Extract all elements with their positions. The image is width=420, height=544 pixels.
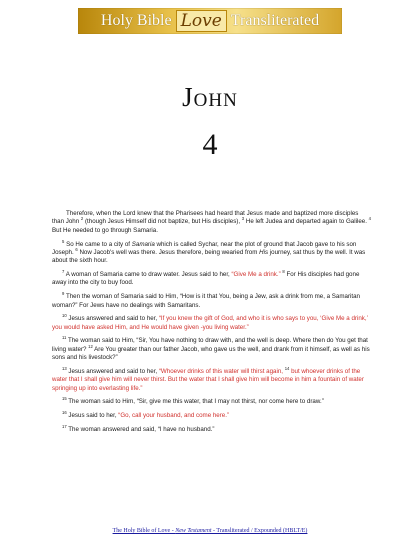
words-of-jesus: “Go, call your husband, and come here.” [118, 412, 230, 420]
book-title: John [182, 82, 238, 112]
paragraph-11: $^{11}$ The woman said to Him, “Sir, You have nothing to draw with, and the well is deep. Where then do You get that living water? $^{12}$ Are You greater than our father Jacob, who gave us the well, and drank from it himself, as well as his sons and his livestock?” [52, 335, 370, 362]
paragraph-13: $^{13}$ Jesus answered and said to her, “Whoever drinks of this water will thirst again, $^{14}$ but whoever drinks of the water that I shall give him will never thirst. But the water that I shall give him will become in him a fountain of water springing up into everlasting life.” [52, 365, 364, 392]
verse-number: 17 [62, 423, 67, 429]
paragraph-9: $^9$ Then the woman of Samaria said to Him, “How is it that You, being a Jew, ask a drink from me, a Samaritan woman?” For Jews have no dealings with Samaritans. [52, 291, 360, 309]
verse-number: 14 [284, 365, 290, 371]
verse-number: 9 [62, 291, 65, 297]
words-of-jesus: “Give Me a drink.” [231, 271, 281, 279]
verse-number: 5 [62, 238, 65, 244]
verse-number: 11 [62, 335, 67, 341]
verse-number: 15 [62, 396, 67, 402]
verse-number: 2 [80, 216, 84, 222]
banner-love-logo: Love [176, 10, 227, 32]
verse-number: 3 [241, 216, 245, 222]
paragraph-7: $^7$ A woman of Samaria came to draw water. Jesus said to her, “Give Me a drink.” $^8$ For His disciples had gone away into the city to buy food. [52, 268, 360, 287]
paragraph-5: $^5$ So He came to a city of Samaria which is called Sychar, near the plot of ground that Jacob gave to his son Joseph. $^6$ Now Jacob's well was there. Jesus therefore, being wearied from His journey, sat thus by the well. It was about the sixth hour. [52, 238, 366, 265]
verse-number: 7 [62, 268, 65, 274]
verse-number: 10 [62, 313, 67, 319]
header-banner [78, 8, 342, 34]
verse-number: 13 [62, 365, 67, 371]
paragraph-17: $^{17}$ The woman answered and said, “I have no husband.” [62, 423, 215, 433]
verse-number: 16 [62, 410, 67, 416]
banner-text-right: Transliterated [230, 12, 320, 29]
footer-link[interactable]: The Holy Bible of Love - New Testament - Transliterated / Expounded (HBLT/E) [112, 528, 308, 534]
paragraph-10: $^{10}$ Jesus answered and said to her, “If you knew the gift of God, and who it is who says to you, ‘Give Me a drink,’ you would have asked Him, and He would have given -you living water.” [52, 313, 368, 331]
paragraph-15: $^{15}$ The woman said to Him, “Sir, give me this water, that I may not thirst, nor come here to draw.” [62, 396, 324, 406]
verse-number: 8 [282, 268, 285, 274]
verse-number: 6 [75, 246, 78, 252]
words-of-jesus: “If you knew the gift of God, and who it is who says to you, ‘Give Me a drink,’ you would have asked Him, and He would have given -you living water.” [52, 315, 368, 331]
banner-text-left: Holy Bible [100, 12, 172, 29]
verse-number: 12 [88, 343, 93, 349]
paragraph-16: $^{16}$ Jesus said to her, “Go, call your husband, and come here.” [62, 410, 230, 420]
chapter-number: 4 [202, 128, 218, 161]
verse-number: 4 [368, 216, 372, 222]
words-of-jesus: but whoever drinks of the water that I shall give him will never thirst. But the water that I shall give him will become in him a fountain of water springing up into everlasting life.” [52, 367, 364, 392]
paragraph-1: Therefore, when the Lord knew that the Pharisees had heard that Jesus made and baptized more disciples than John $^2$ (though Jesus Himself did not baptize, but His disciples), $^3$ He left Judea and departed again to Galilee. $^4$ But He needed to go through Samaria. [52, 210, 372, 234]
words-of-jesus: “Whoever drinks of this water will thirst again, [158, 367, 285, 375]
scripture-text [52, 210, 372, 440]
